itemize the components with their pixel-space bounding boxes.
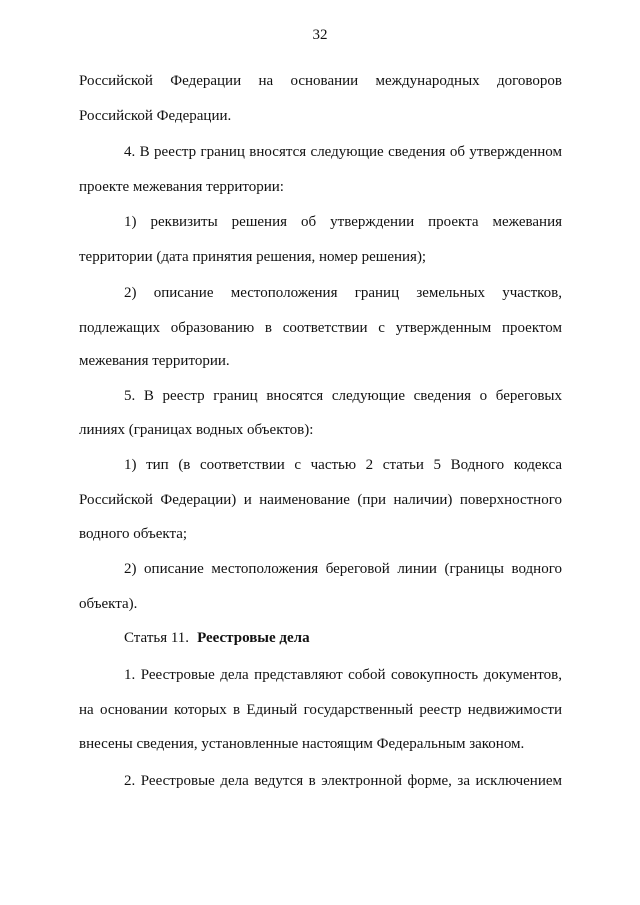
article-label: Статья 11. <box>124 630 190 646</box>
text-line: на основании которых в Единый государственный реестр недвижимости <box>79 702 562 718</box>
text-line: 1) тип (в соответствии с частью 2 статьи 5 Водного кодекса <box>124 457 562 473</box>
article-heading <box>124 629 310 647</box>
text-line: 2) описание местоположения береговой линии (границы водного <box>124 561 562 577</box>
page-number: 32 <box>312 27 328 43</box>
text-line: Российской Федерации) и наименование (при наличии) поверхностного <box>79 492 562 508</box>
text-line: внесены сведения, установленные настоящим Федеральным законом. <box>79 736 525 752</box>
text-line: подлежащих образованию в соответствии с утвержденным проектом <box>79 320 562 336</box>
text-line: территории (дата принятия решения, номер решения); <box>79 249 427 265</box>
text-line: 2) описание местоположения границ земельных участков, <box>124 285 562 301</box>
text-line: линиях (границах водных объектов): <box>79 422 314 438</box>
text-line: 4. В реестр границ вносятся следующие сведения об утвержденном <box>124 144 562 160</box>
text-line: водного объекта; <box>79 526 188 542</box>
article-title: Реестровые дела <box>197 630 310 646</box>
text-line: 2. Реестровые дела ведутся в электронной форме, за исключением <box>124 773 562 789</box>
text-line: Российской Федерации. <box>79 108 232 124</box>
text-line: Российской Федерации на основании международных договоров <box>79 73 562 89</box>
text-line: объекта). <box>79 596 138 612</box>
text-line: 5. В реестр границ вносятся следующие сведения о береговых <box>124 388 562 404</box>
text-line: 1. Реестровые дела представляют собой совокупность документов, <box>124 667 562 683</box>
text-line: межевания территории. <box>79 353 230 369</box>
text-line: проекте межевания территории: <box>79 179 284 195</box>
text-line: 1) реквизиты решения об утверждении проекта межевания <box>124 214 562 230</box>
